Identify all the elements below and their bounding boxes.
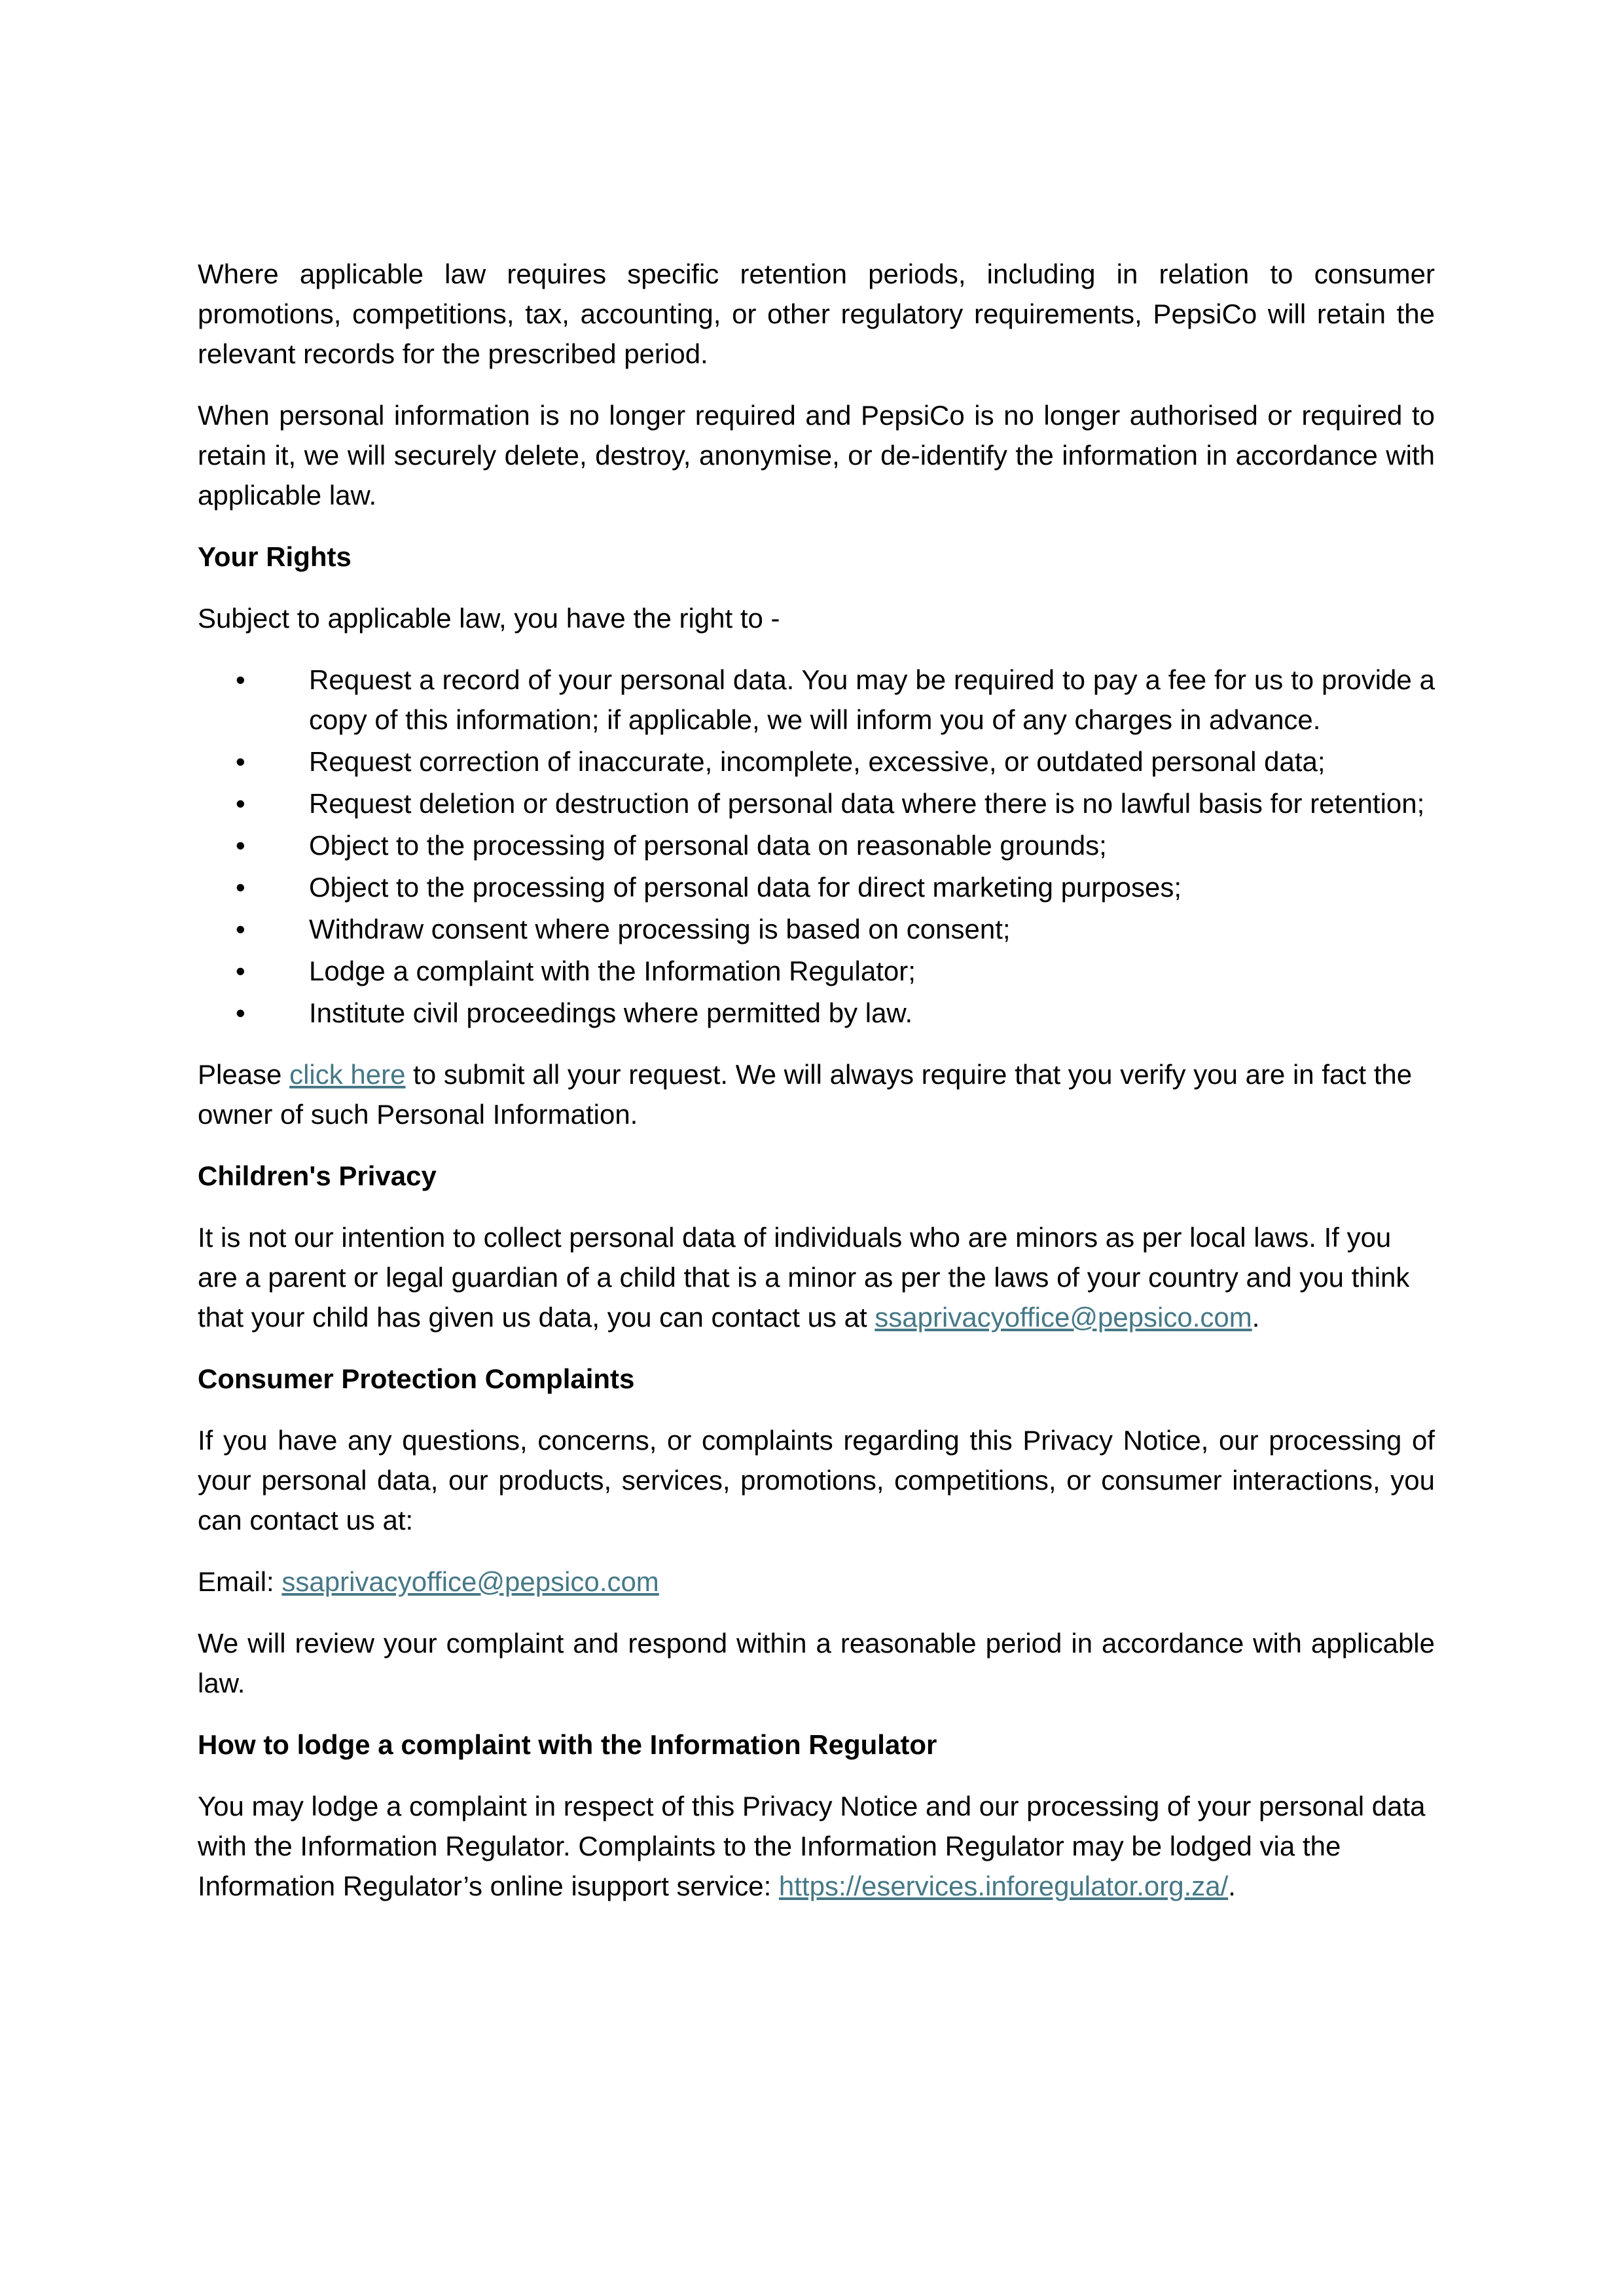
childrens-privacy-paragraph: [198, 1217, 1435, 1337]
list-item: [198, 742, 1435, 781]
consumer-complaints-heading: Consumer Protection Complaints: [198, 1363, 635, 1394]
list-item: [198, 909, 1435, 949]
list-item-text: Object to the processing of personal data for direct marketing purposes;: [309, 872, 1182, 903]
list-item: [198, 825, 1435, 865]
your-rights-heading: Your Rights: [198, 541, 352, 572]
bullet-icon: •: [236, 746, 245, 777]
retention-periods-paragraph: Where applicable law requires specific retention periods, including in relation to consumer promotions, competitions, tax, accounting, or other regulatory requirements, PepsiCo will retain the relevant records for the prescribed period.: [198, 259, 1435, 369]
list-item-text: Institute civil proceedings where permitted by law.: [309, 997, 913, 1028]
inforegulator-link[interactable]: https://eservices.inforegulator.org.za/: [778, 1871, 1229, 1901]
consumer-complaints-paragraph: If you have any questions, concerns, or complaints regarding this Privacy Notice, our processing of your personal data, our products, services, promotions, competitions, or consumer interactions, you can contact us at:: [198, 1425, 1435, 1535]
regulator-end: .: [1228, 1871, 1236, 1901]
consumer-email-line: [198, 1562, 1435, 1602]
list-item-text: Lodge a complaint with the Information Regulator;: [309, 956, 916, 986]
document-page: [198, 254, 1435, 1928]
bullet-icon: •: [236, 830, 245, 861]
click-here-link[interactable]: click here: [289, 1059, 406, 1090]
regulator-body: You may lodge a complaint in respect of this Privacy Notice and our processing of your personal data with the Information Regulator. Complaints to the Information Regulator may be lodged via the Information Regulator’s online isupport service:: [198, 1791, 1426, 1901]
list-item: [198, 951, 1435, 991]
request-suffix: to submit all your request. We will always require that you verify you are in fact the owner of such Personal Information.: [198, 1059, 1413, 1130]
regulator-heading: How to lodge a complaint with the Information Regulator: [198, 1729, 937, 1760]
complaint-review-paragraph: We will review your complaint and respond within a reasonable period in accordance with applicable law.: [198, 1628, 1435, 1698]
childrens-privacy-heading: Children's Privacy: [198, 1160, 437, 1191]
secure-deletion-paragraph: When personal information is no longer required and PepsiCo is no longer authorised or required to retain it, we will securely delete, destroy, anonymise, or de-identify the information in accordance with applicable law.: [198, 400, 1435, 511]
bullet-icon: •: [236, 872, 245, 903]
email-label: Email:: [198, 1566, 282, 1597]
bullet-icon: •: [236, 788, 245, 819]
list-item-text: Request a record of your personal data. You may be required to pay a fee for us to provide a copy of this information; if applicable, we will inform you of any charges in advance.: [309, 664, 1435, 735]
list-item-text: Withdraw consent where processing is based on consent;: [309, 914, 1011, 944]
rights-list: [198, 660, 1435, 1033]
list-item: [198, 867, 1435, 907]
childrens-privacy-body: It is not our intention to collect personal data of individuals who are minors as per local laws. If you are a parent or legal guardian of a child that is a minor as per the laws of your country and you think that your child has given us data, you can contact us at: [198, 1222, 1410, 1333]
list-item: [198, 660, 1435, 740]
request-paragraph: [198, 1054, 1435, 1134]
list-item-text: Request deletion or destruction of personal data where there is no lawful basis for retention;: [309, 788, 1425, 819]
consumer-email-link[interactable]: ssaprivacyoffice@pepsico.com: [281, 1566, 659, 1597]
list-item: [198, 783, 1435, 823]
bullet-icon: •: [236, 997, 245, 1028]
request-prefix: Please: [198, 1059, 290, 1090]
childrens-privacy-end: .: [1252, 1302, 1260, 1333]
bullet-icon: •: [236, 956, 245, 986]
bullet-icon: •: [236, 664, 245, 695]
list-item-text: Request correction of inaccurate, incomplete, excessive, or outdated personal data;: [309, 746, 1326, 777]
regulator-paragraph: [198, 1786, 1435, 1906]
your-rights-intro: Subject to applicable law, you have the right to -: [198, 603, 780, 634]
childrens-privacy-email-link[interactable]: ssaprivacyoffice@pepsico.com: [875, 1302, 1252, 1333]
list-item: [198, 993, 1435, 1033]
bullet-icon: •: [236, 914, 245, 944]
list-item-text: Object to the processing of personal data on reasonable grounds;: [309, 830, 1107, 861]
